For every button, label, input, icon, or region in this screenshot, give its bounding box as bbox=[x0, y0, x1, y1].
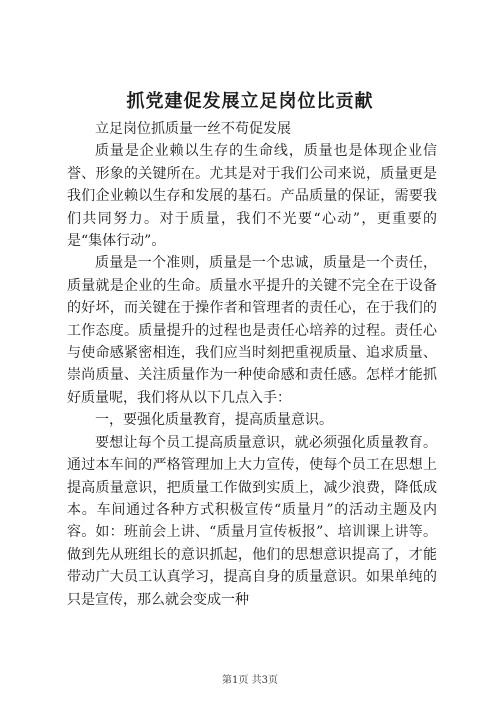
body-paragraph: 要想让每个员工提高质量意识，就必须强化质量教育。通过本车间的严格管理加上大力宣传，使每个员工在思想上提高质量意识，把质量工作做到实质上，减少浪费，降低成本。车间通过各种方式积极宣传“质量月”的活动主题及内容。如：班前会上讲、“质量月宣传板报”、培训课上讲等。做到先从班组长的意识抓起，他们的思想意识提高了，才能带动广大员工认真学习，提高自身的质量意识。如果单纯的只是宣传，那么就会变成一种 bbox=[67, 434, 437, 608]
body-paragraph: 质量是企业赖以生存的生命线，质量也是体现企业信誉、形象的关键所在。尤其是对于我们公司来说，质量更是我们企业赖以生存和发展的基石。产品质量的保证，需要我们共同努力。对于质量，我们不光要“心动”，更重要的是“集体行动”。 bbox=[67, 143, 437, 250]
page-footer: 第1页 共3页 bbox=[222, 675, 278, 686]
subtitle-paragraph: 立足岗位抓质量一丝不苟促发展 bbox=[95, 121, 291, 137]
document-body bbox=[67, 118, 437, 611]
section-heading: 一，要强化质量教育，提高质量意识。 bbox=[95, 412, 333, 429]
body-paragraph: 质量是一个准则，质量是一个忠诚，质量是一个责任，质量就是企业的生命。质量水平提升的关键不完全在于设备的好坏，而关键在于操作者和管理者的责任心，在于我们的工作态度。质量提升的过程也是责任心培养的过程。责任心与使命感紧密相连，我们应当时刻把重视质量、追求质量、崇尚质量、关注质量作为一种使命感和责任感。怎样才能抓好质量呢，我们将从以下几点入手： bbox=[67, 255, 437, 406]
document-title: 抓党建促发展立足岗位比贡献 bbox=[126, 91, 374, 112]
